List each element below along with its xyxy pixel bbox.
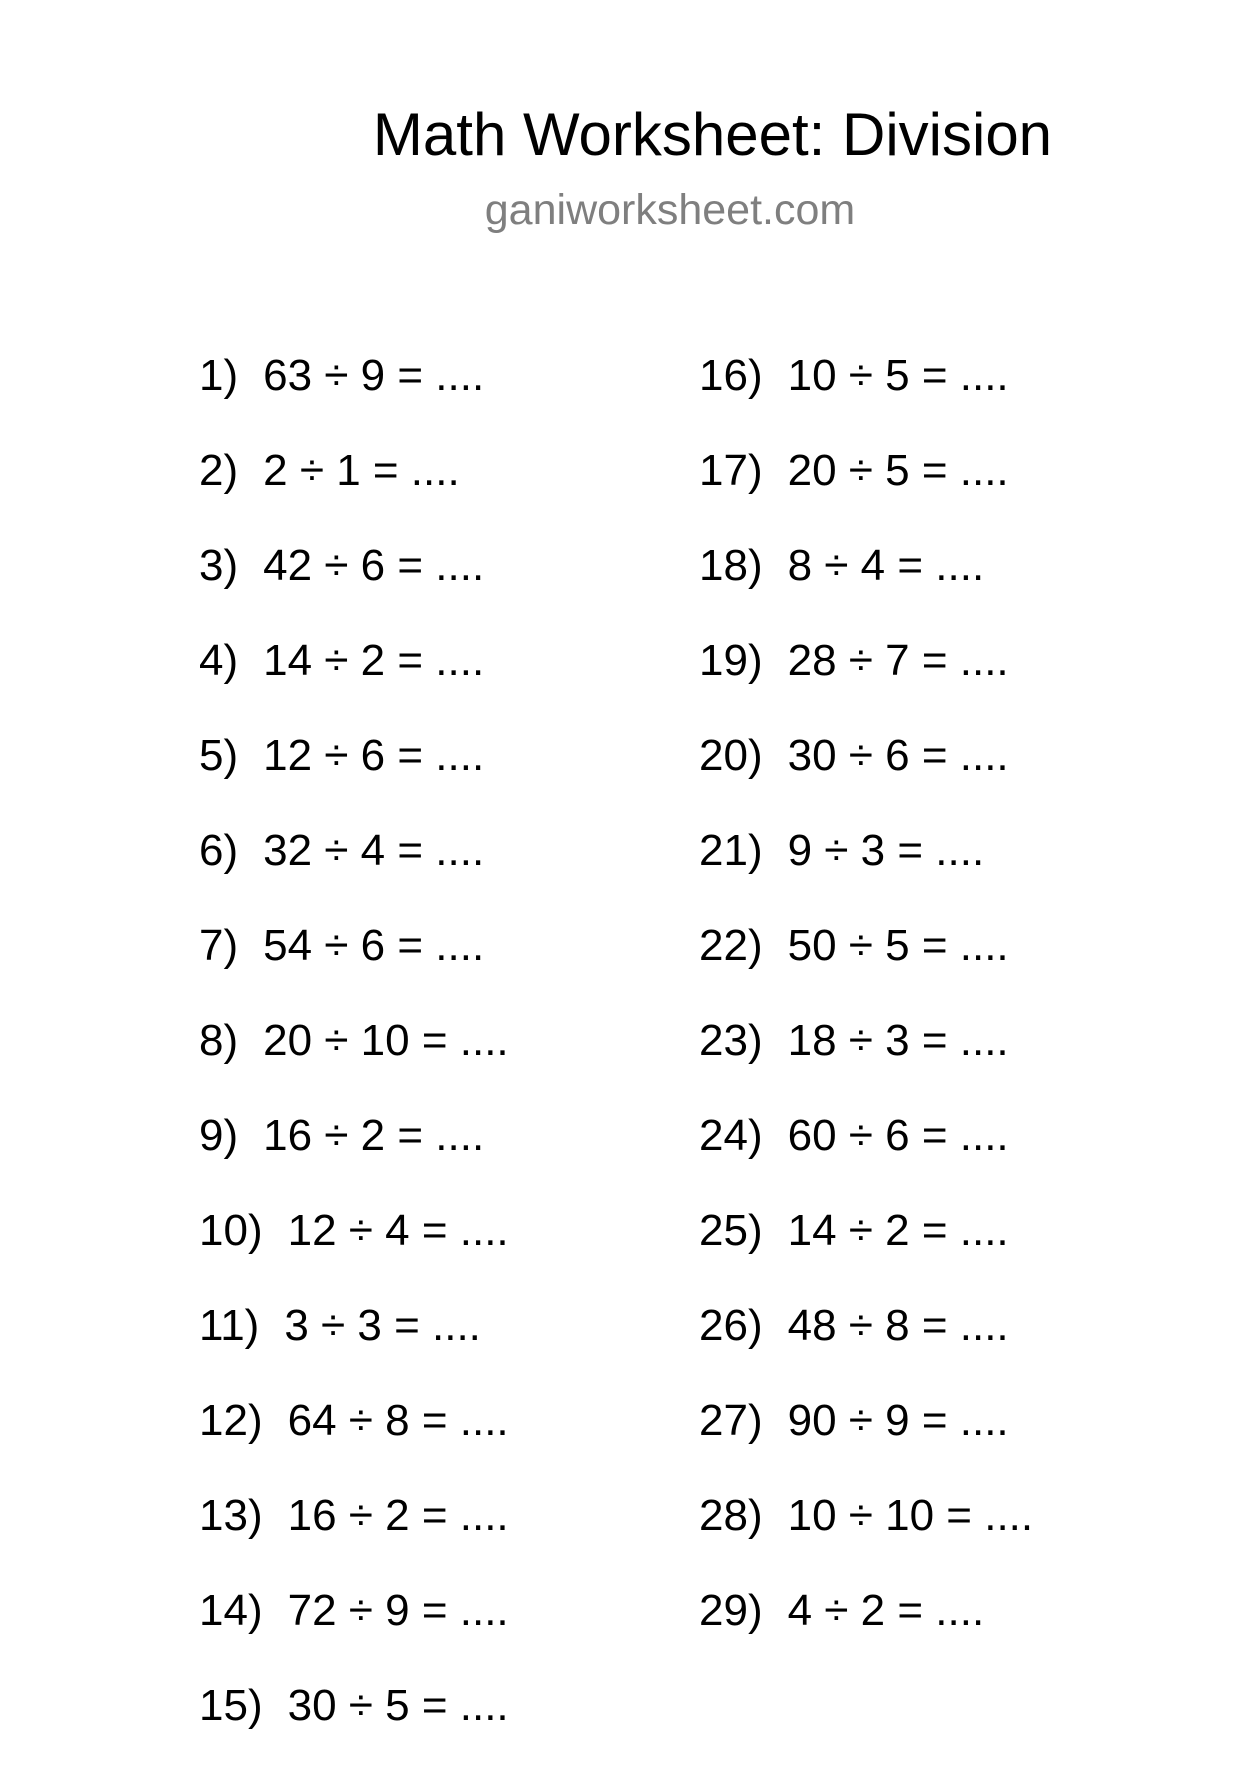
worksheet-title: Math Worksheet: Division: [372, 101, 1053, 168]
problem-number: 16): [699, 351, 763, 400]
problem-item: [199, 1583, 509, 1678]
problem-number: 8): [199, 1016, 239, 1065]
problem-item: [199, 1013, 509, 1108]
problem-expression: 12 ÷ 4 = ....: [287, 1206, 509, 1255]
problem-expression: 10 ÷ 10 = ....: [787, 1491, 1034, 1540]
problem-item: [699, 918, 1033, 1013]
problems-column-left: [199, 348, 509, 1773]
problem-number: 10): [199, 1206, 263, 1255]
problem-item: [199, 1393, 509, 1488]
problem-number: 27): [699, 1396, 763, 1445]
problem-item: [199, 1108, 509, 1203]
problem-item: [199, 348, 509, 443]
problem-number: 6): [199, 826, 239, 875]
problem-expression: 72 ÷ 9 = ....: [287, 1586, 509, 1635]
problem-expression: 16 ÷ 2 = ....: [287, 1491, 509, 1540]
problem-number: 24): [699, 1111, 763, 1160]
problem-expression: 8 ÷ 4 = ....: [787, 541, 985, 590]
problem-item: [199, 1203, 509, 1298]
problem-number: 21): [699, 826, 763, 875]
problem-item: [199, 443, 509, 538]
problem-item: [199, 1298, 509, 1393]
problem-number: 4): [199, 636, 239, 685]
problem-number: 11): [199, 1301, 260, 1350]
problem-item: [199, 1678, 509, 1773]
problem-item: [699, 823, 1033, 918]
problem-item: [699, 1393, 1033, 1488]
problem-expression: 20 ÷ 5 = ....: [787, 446, 1009, 495]
problem-expression: 4 ÷ 2 = ....: [787, 1586, 985, 1635]
problem-number: 13): [199, 1491, 263, 1540]
problem-item: [199, 538, 509, 633]
problem-number: 20): [699, 731, 763, 780]
problem-expression: 30 ÷ 5 = ....: [287, 1681, 509, 1730]
problem-expression: 20 ÷ 10 = ....: [263, 1016, 509, 1065]
problem-expression: 18 ÷ 3 = ....: [787, 1016, 1009, 1065]
problems-column-right: [699, 348, 1033, 1678]
problem-expression: 30 ÷ 6 = ....: [787, 731, 1009, 780]
problem-expression: 3 ÷ 3 = ....: [284, 1301, 481, 1350]
problem-number: 23): [699, 1016, 763, 1065]
problem-number: 22): [699, 921, 763, 970]
problem-expression: 2 ÷ 1 = ....: [263, 446, 460, 495]
problem-item: [699, 633, 1033, 728]
problem-expression: 16 ÷ 2 = ....: [263, 1111, 485, 1160]
problem-expression: 90 ÷ 9 = ....: [787, 1396, 1009, 1445]
problem-expression: 60 ÷ 6 = ....: [787, 1111, 1009, 1160]
problem-item: [699, 1298, 1033, 1393]
problem-item: [699, 1583, 1033, 1678]
problem-item: [199, 633, 509, 728]
problem-number: 29): [699, 1586, 763, 1635]
problem-number: 2): [199, 446, 239, 495]
problem-item: [199, 1488, 509, 1583]
problem-number: 1): [199, 351, 239, 400]
problem-expression: 28 ÷ 7 = ....: [787, 636, 1009, 685]
problem-item: [699, 443, 1033, 538]
problem-expression: 64 ÷ 8 = ....: [287, 1396, 509, 1445]
problem-item: [699, 348, 1033, 443]
problem-item: [699, 1203, 1033, 1298]
problem-expression: 50 ÷ 5 = ....: [787, 921, 1009, 970]
problem-item: [199, 823, 509, 918]
problem-number: 25): [699, 1206, 763, 1255]
problem-expression: 32 ÷ 4 = ....: [263, 826, 485, 875]
problem-item: [699, 1488, 1033, 1583]
problem-expression: 9 ÷ 3 = ....: [787, 826, 985, 875]
problem-number: 12): [199, 1396, 263, 1445]
problem-expression: 12 ÷ 6 = ....: [263, 731, 485, 780]
problem-item: [199, 728, 509, 823]
problem-item: [699, 1013, 1033, 1108]
problem-number: 5): [199, 731, 239, 780]
problem-expression: 63 ÷ 9 = ....: [263, 351, 485, 400]
problem-number: 9): [199, 1111, 239, 1160]
problem-expression: 14 ÷ 2 = ....: [787, 1206, 1009, 1255]
problem-item: [699, 728, 1033, 823]
problem-expression: 48 ÷ 8 = ....: [787, 1301, 1009, 1350]
problem-item: [699, 1108, 1033, 1203]
problem-number: 17): [699, 446, 763, 495]
problem-item: [199, 918, 509, 1013]
problem-number: 14): [199, 1586, 263, 1635]
problem-number: 18): [699, 541, 763, 590]
problem-number: 26): [699, 1301, 763, 1350]
problem-number: 28): [699, 1491, 763, 1540]
problem-number: 19): [699, 636, 763, 685]
problem-item: [699, 538, 1033, 633]
problem-expression: 14 ÷ 2 = ....: [263, 636, 485, 685]
problem-expression: 42 ÷ 6 = ....: [263, 541, 485, 590]
problem-number: 7): [199, 921, 239, 970]
worksheet-source: ganiworksheet.com: [484, 186, 856, 234]
problem-number: 15): [199, 1681, 263, 1730]
problem-number: 3): [199, 541, 239, 590]
problem-expression: 54 ÷ 6 = ....: [263, 921, 485, 970]
problem-expression: 10 ÷ 5 = ....: [787, 351, 1009, 400]
